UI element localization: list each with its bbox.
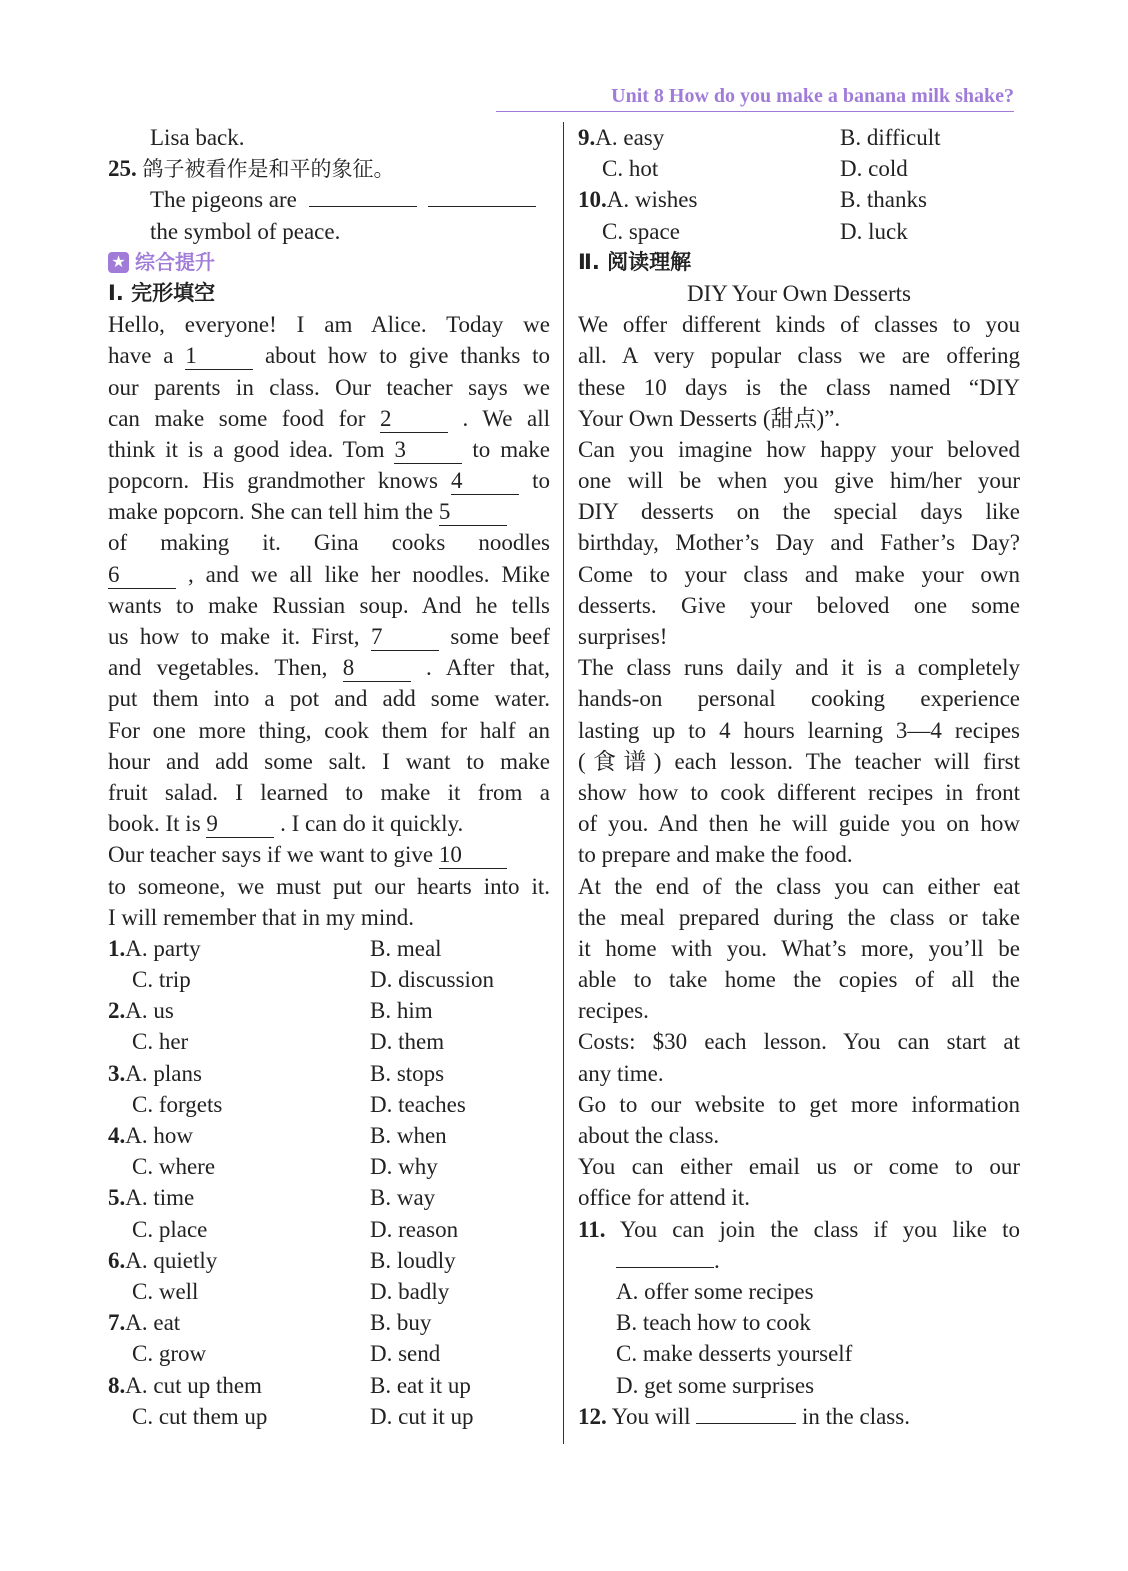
passage-line: We offer different kinds of classes to you bbox=[578, 312, 1020, 338]
option-c[interactable]: C. well bbox=[132, 1278, 199, 1304]
cloze-line bbox=[108, 559, 550, 590]
cloze-text: , and we all like her noodles. Mike bbox=[187, 561, 550, 587]
column-divider bbox=[563, 122, 564, 1444]
option-d[interactable]: D. send bbox=[370, 1341, 441, 1367]
cloze-line bbox=[108, 652, 550, 683]
option-a[interactable]: A. party bbox=[125, 935, 201, 961]
cloze-blank-2[interactable]: 2 bbox=[380, 406, 448, 433]
cloze-heading: Ⅰ. 完形填空 bbox=[108, 280, 216, 305]
option-number: 10. bbox=[578, 187, 607, 213]
cloze-line bbox=[108, 839, 550, 870]
passage-line: Can you imagine how happy your beloved bbox=[578, 436, 1020, 462]
option-number: 7. bbox=[108, 1310, 126, 1336]
cloze-text: our parents in class. Our teacher says we bbox=[108, 374, 550, 400]
option-row bbox=[108, 1307, 550, 1338]
option-row bbox=[108, 1026, 550, 1057]
cloze-text: . After that, bbox=[426, 655, 550, 681]
option-number: 3. bbox=[108, 1060, 126, 1086]
option-b[interactable]: B. stops bbox=[370, 1060, 445, 1086]
option-c[interactable]: C. hot bbox=[602, 156, 659, 182]
passage-line: of you. And then he will guide you on how bbox=[578, 811, 1020, 837]
option-d[interactable]: D. them bbox=[370, 1029, 445, 1055]
option-b[interactable]: B. way bbox=[370, 1185, 436, 1211]
cloze-line bbox=[108, 590, 550, 621]
option-row bbox=[578, 153, 1020, 184]
question-11 bbox=[578, 1214, 1020, 1245]
passage-line: At the end of the class you can either eat bbox=[578, 873, 1020, 899]
cloze-line bbox=[108, 777, 550, 808]
option-b[interactable]: B. difficult bbox=[840, 125, 941, 150]
option-c[interactable]: C. place bbox=[132, 1216, 208, 1242]
option-row bbox=[108, 1120, 550, 1151]
period: . bbox=[714, 1247, 720, 1273]
cloze-line bbox=[108, 621, 550, 652]
option-row bbox=[108, 1338, 550, 1369]
cloze-text: For one more thing, cook them for half an bbox=[108, 717, 550, 743]
question-12 bbox=[578, 1401, 1020, 1432]
passage-line: one will be when you give him/her your bbox=[578, 468, 1020, 494]
option-number: 2. bbox=[108, 998, 126, 1024]
question-25 bbox=[108, 153, 550, 184]
option-b[interactable]: B. meal bbox=[370, 935, 442, 961]
reading-heading: Ⅱ. 阅读理解 bbox=[578, 249, 692, 274]
option-d[interactable]: D. badly bbox=[370, 1278, 450, 1304]
option-row bbox=[578, 216, 1020, 247]
question-11-option[interactable]: A. offer some recipes bbox=[616, 1278, 814, 1304]
cloze-text: and vegetables. Then, bbox=[108, 655, 328, 681]
cloze-line bbox=[108, 527, 550, 558]
cloze-line bbox=[108, 340, 550, 371]
cloze-blank-7[interactable]: 7 bbox=[371, 624, 439, 651]
option-a[interactable]: A. us bbox=[125, 998, 174, 1024]
option-row bbox=[108, 995, 550, 1026]
passage-line: hands-on personal cooking experience bbox=[578, 686, 1020, 712]
question-post-text: in the class. bbox=[802, 1403, 910, 1429]
section-title-text: 综合提升 bbox=[135, 249, 215, 274]
question-pre-text: You will bbox=[611, 1403, 691, 1429]
option-a[interactable]: A. wishes bbox=[606, 187, 698, 213]
question-11-blank-line bbox=[578, 1245, 1020, 1276]
passage-title: DIY Your Own Desserts bbox=[686, 280, 912, 306]
passage-line: able to take home the copies of all the bbox=[578, 967, 1020, 993]
passage-line: these 10 days is the class named “DIY bbox=[578, 374, 1020, 400]
cloze-line bbox=[108, 683, 550, 714]
answer-blank[interactable] bbox=[616, 1267, 714, 1268]
option-b[interactable]: B. thanks bbox=[840, 187, 927, 213]
cloze-text: to bbox=[532, 468, 550, 494]
cloze-text: of making it. Gina cooks noodles bbox=[108, 530, 550, 556]
option-b[interactable]: B. eat it up bbox=[370, 1372, 471, 1398]
cloze-blank-8[interactable]: 8 bbox=[343, 655, 411, 682]
passage-line: lasting up to 4 hours learning 3—4 recipes bbox=[578, 717, 1020, 743]
cloze-blank-10[interactable]: 10 bbox=[439, 842, 507, 869]
answer-blank-1[interactable] bbox=[309, 206, 417, 207]
option-row bbox=[108, 1214, 550, 1245]
cloze-text: wants to make Russian soup. And he tells bbox=[108, 592, 550, 618]
question-number: 25. bbox=[108, 156, 137, 182]
option-a[interactable]: A. plans bbox=[125, 1060, 202, 1086]
passage-line: (食谱) each lesson. The teacher will first bbox=[578, 748, 1020, 774]
passage-line: Your Own Desserts (甜点)”. bbox=[578, 405, 841, 431]
cloze-blank-3[interactable]: 3 bbox=[394, 437, 462, 464]
passage-line: desserts. Give your beloved one some bbox=[578, 592, 1020, 618]
cloze-line bbox=[108, 372, 550, 403]
passage-line: birthday, Mother’s Day and Father’s Day? bbox=[578, 530, 1020, 556]
passage-line: it home with you. What’s more, you’ll be bbox=[578, 935, 1020, 961]
passage-line: all. A very popular class we are offering bbox=[578, 343, 1020, 369]
cloze-text: fruit salad. I learned to make it from a bbox=[108, 779, 550, 805]
option-d[interactable]: D. reason bbox=[370, 1216, 459, 1242]
option-c[interactable]: C. trip bbox=[132, 967, 191, 993]
option-a[interactable]: A. eat bbox=[125, 1310, 181, 1336]
question-prompt-zh: 鸽子被看作是和平的象征。 bbox=[142, 157, 395, 182]
option-d[interactable]: D. teaches bbox=[370, 1091, 466, 1117]
question-11-options bbox=[578, 1276, 1020, 1401]
option-row bbox=[578, 184, 1020, 215]
passage-line: surprises! bbox=[578, 624, 668, 649]
passage-line: office for attend it. bbox=[578, 1185, 751, 1211]
cloze-text: to make bbox=[472, 436, 550, 462]
option-row bbox=[108, 1151, 550, 1182]
cloze-line bbox=[108, 871, 550, 902]
cloze-text: some beef bbox=[450, 624, 550, 649]
option-row bbox=[108, 964, 550, 995]
option-number: 8. bbox=[108, 1372, 126, 1398]
cloze-blank-5[interactable]: 5 bbox=[439, 499, 507, 526]
cloze-text: can make some food for bbox=[108, 405, 366, 431]
question-25-answer-line bbox=[108, 184, 550, 215]
star-icon: ★ bbox=[108, 252, 129, 273]
cloze-text: about how to give thanks to bbox=[264, 343, 550, 369]
cloze-line bbox=[108, 902, 550, 933]
option-d[interactable]: D. discussion bbox=[370, 967, 494, 993]
option-d[interactable]: D. cold bbox=[840, 156, 908, 182]
cloze-text: . I can do it quickly. bbox=[280, 811, 464, 837]
option-number: 5. bbox=[108, 1185, 126, 1211]
cloze-text: to someone, we must put our hearts into it. bbox=[108, 873, 550, 899]
cloze-blank-9[interactable]: 9 bbox=[206, 811, 274, 838]
cloze-line bbox=[108, 715, 550, 746]
question-text: You can join the class if you like to bbox=[619, 1216, 1020, 1242]
cloze-text: I will remember that in my mind. bbox=[108, 904, 414, 930]
passage-line: DIY desserts on the special days like bbox=[578, 499, 1020, 525]
option-row bbox=[108, 1370, 550, 1401]
cloze-line bbox=[108, 465, 550, 496]
answer-post-text: the symbol of peace. bbox=[150, 218, 341, 244]
option-row bbox=[108, 1401, 550, 1432]
passage-line: show how to cook different recipes in front bbox=[578, 779, 1020, 805]
passage-line: to prepare and make the food. bbox=[578, 842, 853, 868]
reading-passage bbox=[578, 309, 1020, 1213]
option-a[interactable]: A. how bbox=[125, 1123, 193, 1148]
option-number: 1. bbox=[108, 935, 126, 961]
question-number: 12. bbox=[578, 1403, 607, 1429]
cloze-text: book. It is bbox=[108, 811, 201, 837]
passage-line: the meal prepared during the class or take bbox=[578, 904, 1020, 930]
cloze-passage bbox=[108, 309, 550, 933]
option-c[interactable]: C. space bbox=[602, 218, 680, 244]
passage-line: You can either email us or come to our bbox=[578, 1154, 1020, 1180]
option-d[interactable]: D. luck bbox=[840, 218, 908, 244]
cloze-line bbox=[108, 434, 550, 465]
option-c[interactable]: C. grow bbox=[132, 1341, 207, 1367]
passage-line: about the class. bbox=[578, 1123, 720, 1148]
cloze-line bbox=[108, 309, 550, 340]
option-row bbox=[108, 1245, 550, 1276]
right-column bbox=[578, 122, 1020, 1432]
answer-pre-text: The pigeons are bbox=[150, 187, 297, 213]
cloze-text: think it is a good idea. Tom bbox=[108, 436, 385, 462]
option-a[interactable]: A. easy bbox=[595, 125, 665, 150]
option-b[interactable]: B. loudly bbox=[370, 1247, 456, 1273]
section-title bbox=[108, 247, 550, 278]
option-row bbox=[108, 1276, 550, 1307]
cloze-text: Hello, everyone! I am Alice. Today we bbox=[108, 312, 550, 338]
option-row bbox=[108, 933, 550, 964]
option-a[interactable]: A. time bbox=[125, 1185, 195, 1211]
left-column bbox=[108, 122, 550, 1432]
cloze-line bbox=[108, 496, 550, 527]
option-number: 9. bbox=[578, 125, 596, 150]
option-row bbox=[108, 1058, 550, 1089]
option-number: 6. bbox=[108, 1247, 126, 1273]
option-a[interactable]: A. quietly bbox=[125, 1247, 218, 1273]
option-c[interactable]: C. cut them up bbox=[132, 1403, 268, 1429]
cloze-text: Our teacher says if we want to give bbox=[108, 842, 434, 868]
question-11-option[interactable]: D. get some surprises bbox=[616, 1372, 815, 1398]
cloze-text: . We all bbox=[462, 405, 550, 431]
option-number: 4. bbox=[108, 1123, 126, 1148]
cloze-text: hour and add some salt. I want to make bbox=[108, 748, 550, 774]
option-row bbox=[578, 122, 1020, 153]
option-b[interactable]: B. him bbox=[370, 998, 433, 1024]
option-row bbox=[108, 1089, 550, 1120]
cloze-blank-1[interactable]: 1 bbox=[185, 343, 253, 370]
cloze-text: make popcorn. She can tell him the bbox=[108, 499, 434, 525]
question-number: 11. bbox=[578, 1216, 606, 1242]
previous-question-tail: Lisa back. bbox=[150, 125, 245, 150]
question-11-option[interactable]: C. make desserts yourself bbox=[616, 1341, 853, 1367]
option-d[interactable]: D. cut it up bbox=[370, 1403, 474, 1429]
option-row bbox=[108, 1182, 550, 1213]
passage-line: Costs: $30 each lesson. You can start at bbox=[578, 1029, 1020, 1055]
cloze-text: us how to make it. First, bbox=[108, 624, 360, 649]
cloze-options bbox=[108, 933, 550, 1432]
cloze-line bbox=[108, 808, 550, 839]
passage-line: Go to our website to get more information bbox=[578, 1091, 1020, 1117]
option-c[interactable]: C. forgets bbox=[132, 1091, 223, 1117]
cloze-line bbox=[108, 746, 550, 777]
passage-line: Come to your class and make your own bbox=[578, 561, 1020, 587]
passage-line: The class runs daily and it is a completely bbox=[578, 655, 1020, 681]
answer-blank[interactable] bbox=[696, 1423, 796, 1424]
option-d[interactable]: D. why bbox=[370, 1154, 438, 1180]
option-a[interactable]: A. cut up them bbox=[125, 1372, 262, 1398]
option-c[interactable]: C. her bbox=[132, 1029, 189, 1055]
cloze-text: popcorn. His grandmother knows bbox=[108, 468, 438, 494]
cloze-options-continued bbox=[578, 122, 1020, 247]
cloze-blank-6[interactable]: 6 bbox=[108, 562, 176, 589]
option-b[interactable]: B. when bbox=[370, 1123, 447, 1148]
cloze-text: put them into a pot and add some water. bbox=[108, 686, 550, 712]
passage-line: recipes. bbox=[578, 998, 649, 1024]
cloze-blank-4[interactable]: 4 bbox=[451, 468, 519, 495]
cloze-text: have a bbox=[108, 343, 174, 369]
question-11-option[interactable]: B. teach how to cook bbox=[616, 1310, 811, 1336]
cloze-line bbox=[108, 403, 550, 434]
passage-line: any time. bbox=[578, 1060, 664, 1086]
answer-blank-2[interactable] bbox=[428, 206, 536, 207]
option-c[interactable]: C. where bbox=[132, 1154, 216, 1180]
option-b[interactable]: B. buy bbox=[370, 1310, 432, 1336]
unit-header: Unit 8 How do you make a banana milk shake? bbox=[496, 82, 1014, 112]
